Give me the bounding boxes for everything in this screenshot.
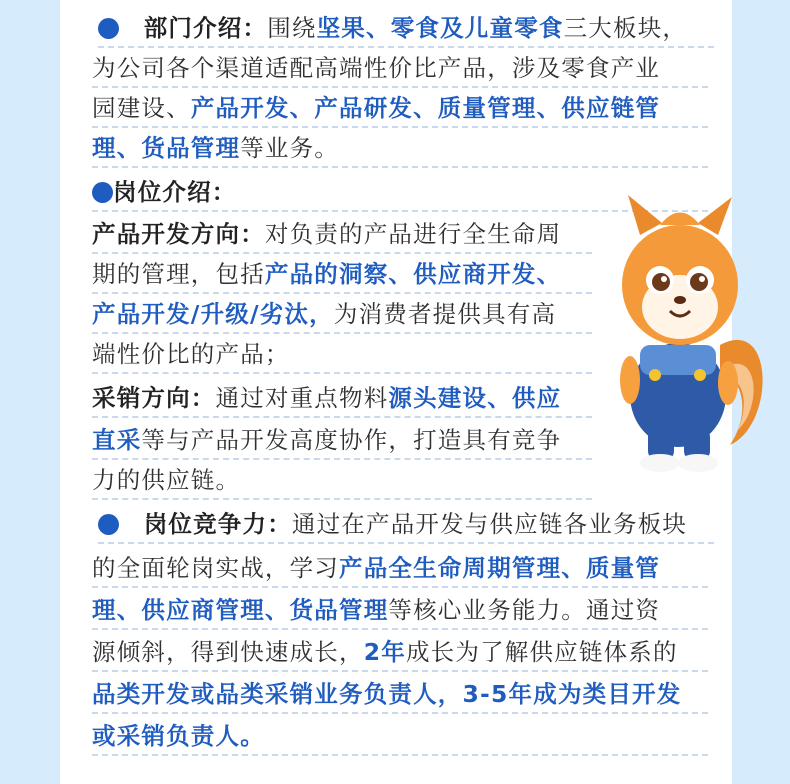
text-line xyxy=(92,632,708,672)
body-text: 围绕 xyxy=(267,14,317,42)
highlight-text: 理、货品管理 xyxy=(92,134,241,162)
body-text: 通过对重点物料 xyxy=(215,384,389,412)
body-text: 等核心业务能力。通过资 xyxy=(388,596,661,624)
heading-text: 岗位介绍： xyxy=(113,178,237,206)
highlight-text: 坚果、零食及儿童零食 xyxy=(316,14,564,42)
text-line xyxy=(92,460,592,500)
body-text: 源倾斜，得到快速成长， xyxy=(92,638,364,666)
body-text: 成长为了解供应链体系的 xyxy=(405,638,678,666)
highlight-text: 品类开发或品类采销业务负责人，3-5年成为类目开发 xyxy=(92,680,682,708)
heading-text: 采销方向： xyxy=(92,384,216,412)
highlight-text: 源头建设、供应 xyxy=(388,384,562,412)
body-text: 等业务。 xyxy=(240,134,340,162)
body-text: 的全面轮岗实战，学习 xyxy=(92,554,339,582)
body-text: 三大板块， xyxy=(563,14,688,42)
highlight-text: 或采销负责人。 xyxy=(92,722,265,750)
highlight-text: 产品开发、产品研发、质量管理、供应链管 xyxy=(190,94,661,122)
text-line xyxy=(92,214,592,254)
text-line xyxy=(92,548,708,588)
text-line xyxy=(98,8,714,48)
body-text: 对负责的产品进行全生命周 xyxy=(264,220,562,248)
text-line xyxy=(98,504,714,544)
highlight-text: 产品的洞察、供应商开发、 xyxy=(264,260,562,288)
body-text: 期的管理，包括 xyxy=(92,260,265,288)
body-text: 通过在产品开发与供应链各业务板块 xyxy=(291,510,688,538)
body-text: 园建设、 xyxy=(92,94,191,122)
squirrel-mascot-icon xyxy=(600,195,770,475)
highlight-text: 2年 xyxy=(363,638,406,666)
text-line xyxy=(92,294,592,334)
body-text: 为消费者提供具有高 xyxy=(333,300,557,328)
body-text: 为公司各个渠道适配高端性价比产品，涉及零食产业 xyxy=(92,54,661,82)
text-line xyxy=(92,716,708,756)
text-line xyxy=(92,334,592,374)
heading-text: 产品开发方向： xyxy=(92,220,265,248)
text-line xyxy=(92,254,592,294)
text-line xyxy=(92,420,592,460)
highlight-text: 理、供应商管理、货品管理 xyxy=(92,596,389,624)
body-text: 端性价比的产品； xyxy=(92,340,290,368)
highlight-text: 产品全生命周期管理、质量管 xyxy=(339,554,661,582)
heading-text: 部门介绍： xyxy=(119,14,268,42)
heading-text: 岗位竞争力： xyxy=(119,510,292,538)
bullet-dot-icon xyxy=(98,514,119,535)
text-line xyxy=(92,378,592,418)
body-text: 力的供应链。 xyxy=(92,466,241,494)
body-text: 等与产品开发高度协作，打造具有竞争 xyxy=(141,426,562,454)
highlight-text: 直采 xyxy=(92,426,142,454)
text-line xyxy=(92,590,708,630)
text-line xyxy=(92,88,708,128)
text-line xyxy=(92,674,708,714)
text-line xyxy=(92,128,708,168)
bullet-dot-icon xyxy=(92,182,113,203)
highlight-text: 产品开发/升级/劣汰， xyxy=(92,300,334,328)
text-line xyxy=(92,48,708,88)
bullet-dot-icon xyxy=(98,18,119,39)
